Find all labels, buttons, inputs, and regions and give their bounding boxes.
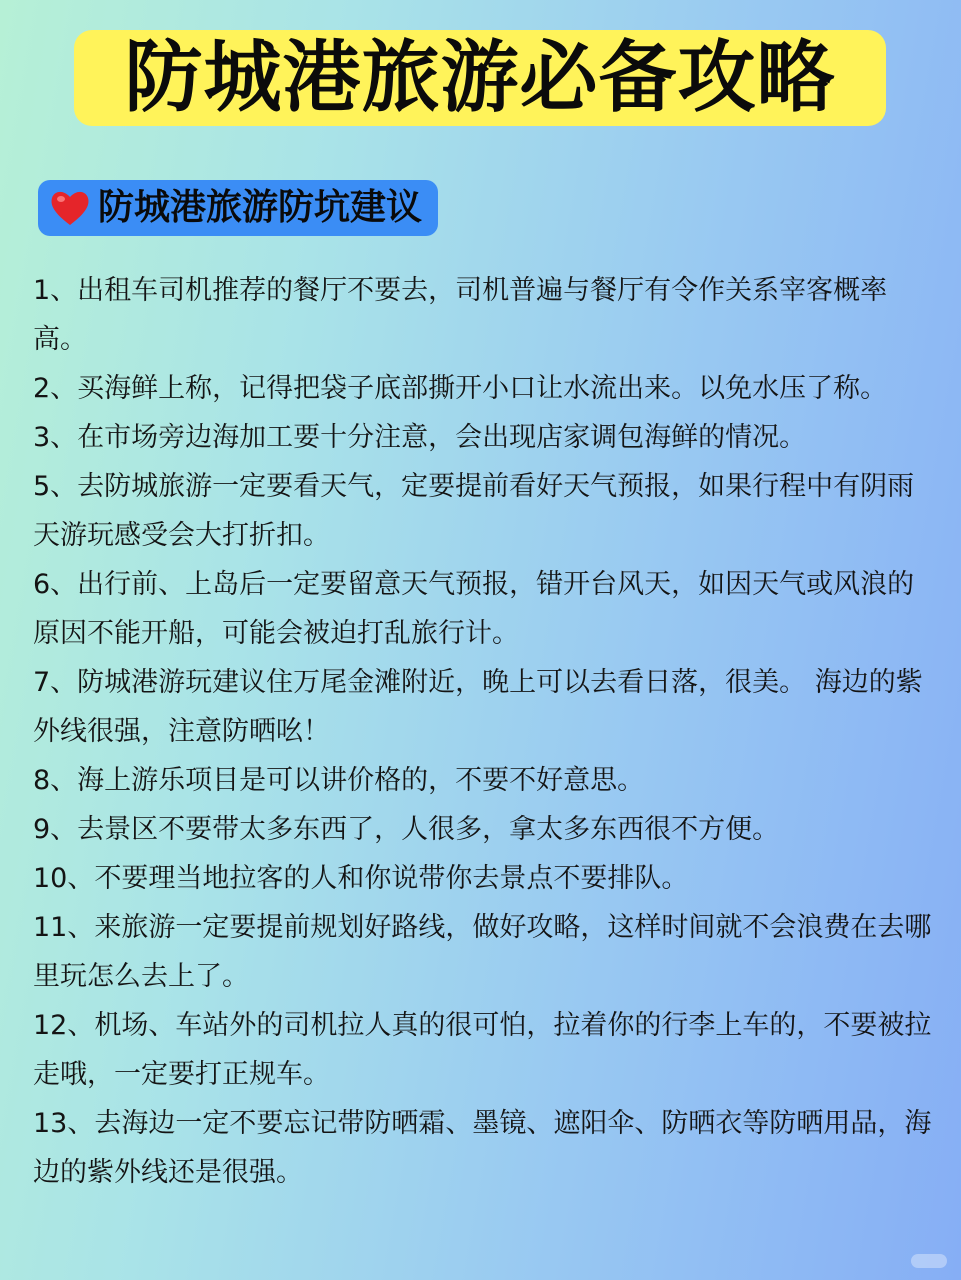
tip-item: 6、出行前、上岛后一定要留意天气预报，错开台风天，如因天气或风浪的原因不能开船，可能会被迫打乱旅行计。	[33, 569, 915, 649]
tip-item: 12、机场、车站外的司机拉人真的很可怕，拉着你的行李上车的，不要被拉走哦，一定要打正规车。	[33, 1010, 932, 1090]
tip-item: 1、出租车司机推荐的餐厅不要去，司机普遍与餐厅有令作关系宰客概率高。	[33, 275, 888, 355]
tip-item: 8、海上游乐项目是可以讲价格的，不要不好意思。	[33, 765, 645, 796]
tip-item: 9、去景区不要带太多东西了，人很多，拿太多东西很不方便。	[33, 814, 780, 845]
tips-list	[33, 266, 933, 1197]
tip-item: 10、不要理当地拉客的人和你说带你去景点不要排队。	[33, 863, 689, 894]
section-tag	[38, 180, 438, 236]
watermark	[911, 1254, 947, 1268]
tip-item: 7、防城港游玩建议住万尾金滩附近，晚上可以去看日落，很美。 海边的紫外线很强，注意防晒吆！	[33, 667, 923, 747]
tip-item: 5、去防城旅游一定要看天气，定要提前看好天气预报，如果行程中有阴雨天游玩感受会大打折扣。	[33, 471, 915, 551]
tip-item: 13、去海边一定不要忘记带防晒霜、墨镜、遮阳伞、防晒衣等防晒用品，海边的紫外线还是很强。	[33, 1108, 932, 1188]
heart-icon	[48, 186, 92, 230]
tip-item: 11、来旅游一定要提前规划好路线，做好攻略，这样时间就不会浪费在去哪里玩怎么去上了。	[33, 912, 932, 992]
page-title: 防城港旅游必备攻略	[74, 30, 886, 126]
tip-item: 3、在市场旁边海加工要十分注意，会出现店家调包海鲜的情况。	[33, 422, 807, 453]
tip-item: 2、买海鲜上称，记得把袋子底部撕开小口让水流出来。以免水压了称。	[33, 373, 888, 404]
section-label: 防城港旅游防坑建议	[98, 187, 423, 228]
